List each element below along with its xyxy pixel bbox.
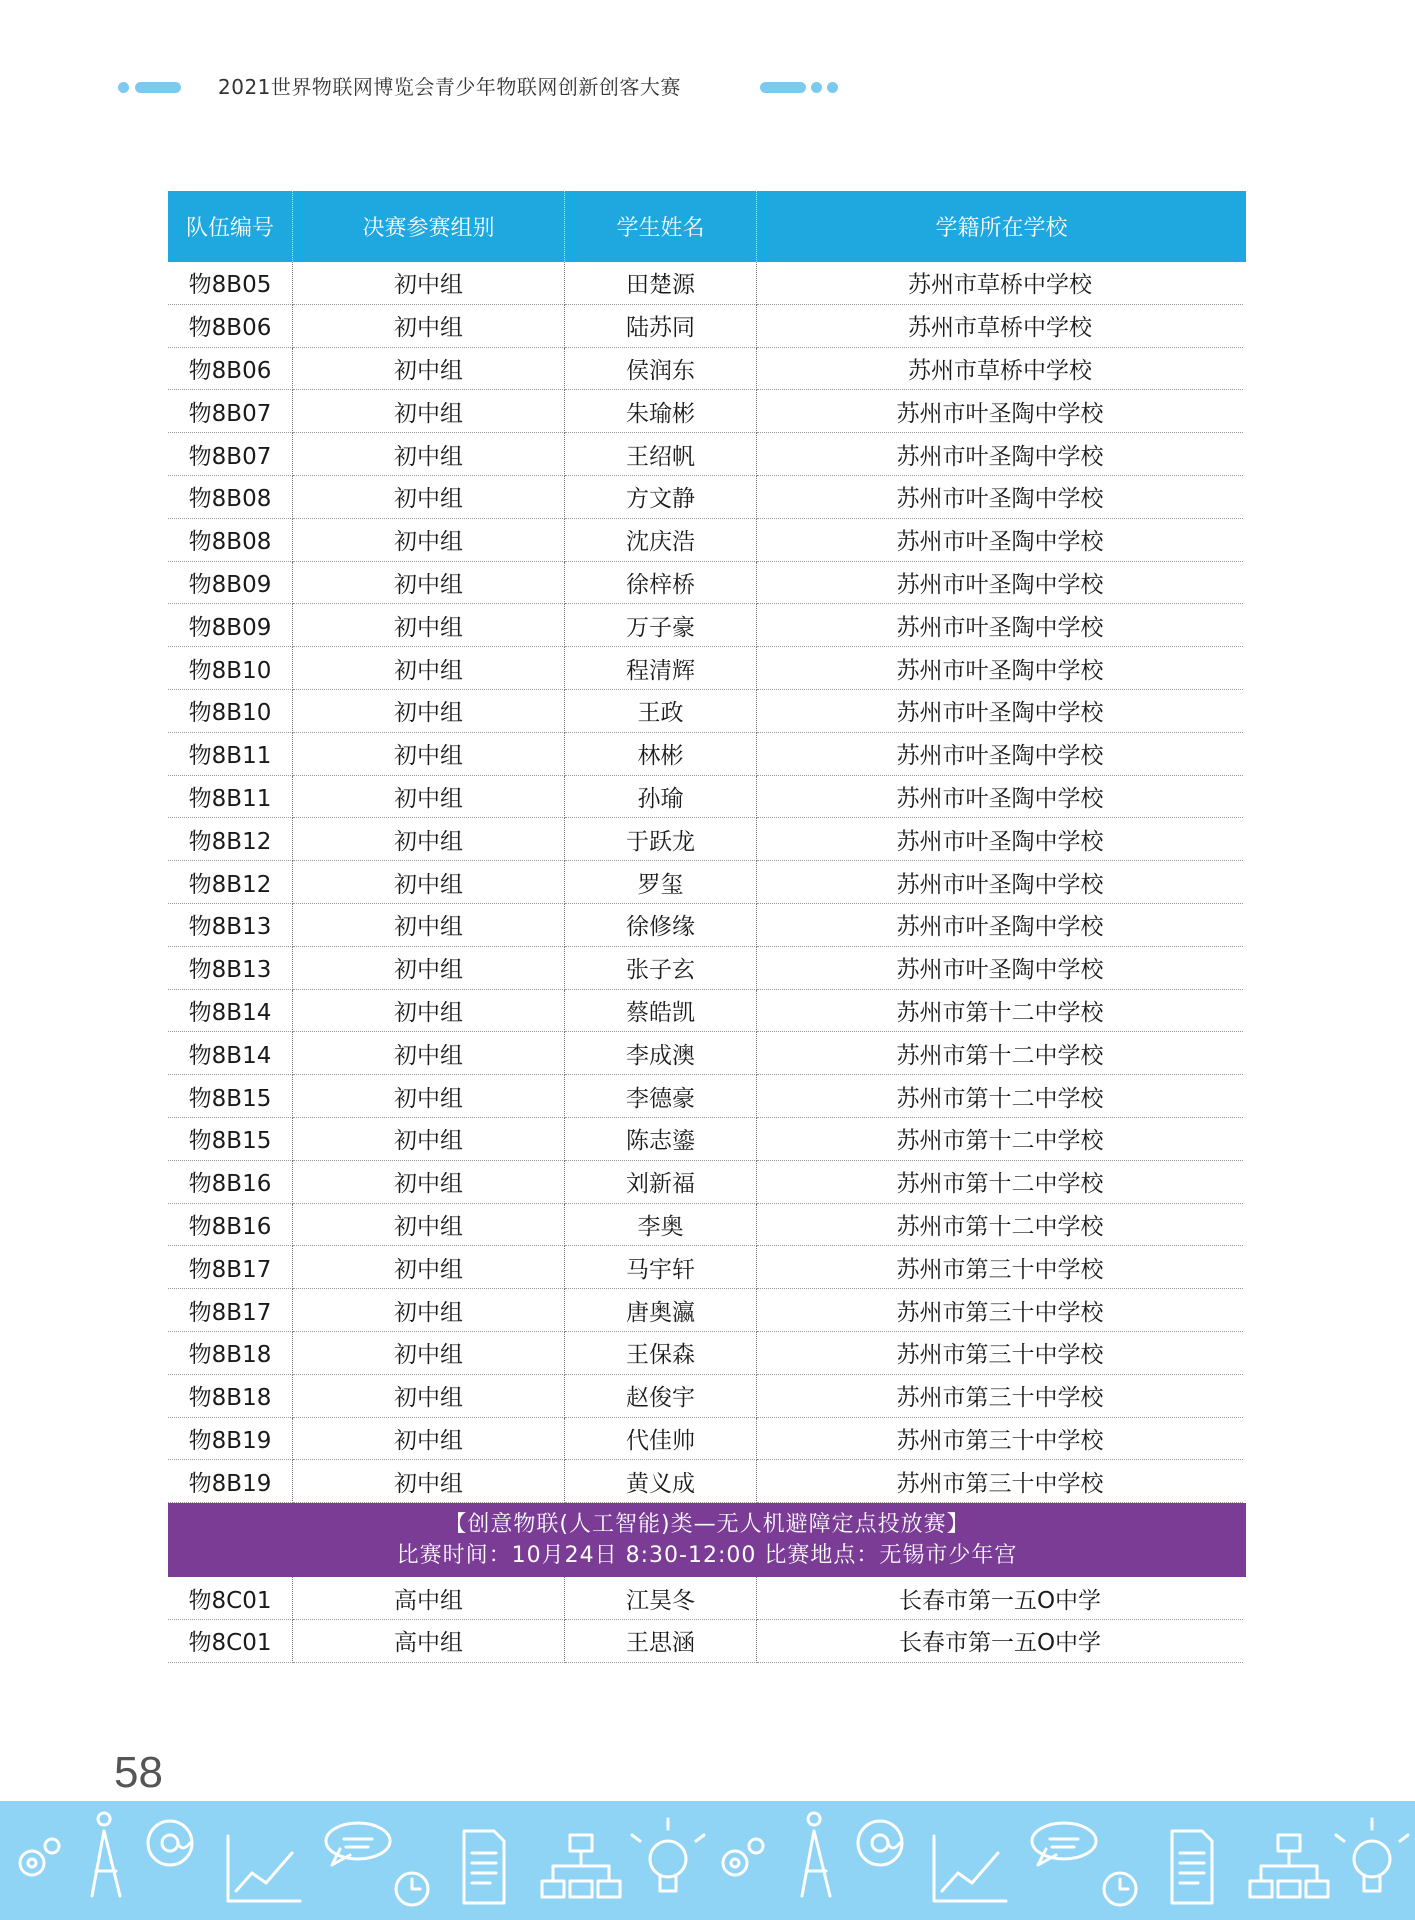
school-cell: 苏州市叶圣陶中学校: [757, 519, 1243, 562]
flowchart-icon: [542, 1835, 620, 1897]
school-cell: 苏州市第三十中学校: [757, 1460, 1243, 1503]
student-name-cell: 李成澳: [565, 1032, 757, 1075]
header-dot: [118, 82, 129, 93]
header-pill: [760, 82, 806, 93]
group-cell: 初中组: [293, 348, 565, 391]
group-cell: 初中组: [293, 1161, 565, 1204]
group-cell: 初中组: [293, 776, 565, 819]
lightbulb-icon: [1336, 1819, 1408, 1891]
team-id-cell: 物8B09: [168, 604, 293, 647]
participants-table: [168, 191, 1246, 1663]
lightbulb-icon: [632, 1819, 704, 1891]
speech-bubble-icon: [326, 1823, 390, 1865]
group-cell: 初中组: [293, 861, 565, 904]
table-row: [168, 262, 1246, 305]
table-row: [168, 562, 1246, 605]
school-cell: 苏州市叶圣陶中学校: [757, 647, 1243, 690]
team-id-cell: 物8B10: [168, 690, 293, 733]
team-id-cell: 物8B05: [168, 262, 293, 305]
flowchart-icon: [1250, 1835, 1328, 1897]
banner-title: 【创意物联(人工智能)类—无人机避障定点投放赛】: [444, 1512, 970, 1538]
table-row: [168, 733, 1246, 776]
table-row: [168, 904, 1246, 947]
group-cell: 初中组: [293, 1204, 565, 1247]
team-id-cell: 物8B13: [168, 904, 293, 947]
school-cell: 苏州市第三十中学校: [757, 1289, 1243, 1332]
school-cell: 苏州市第十二中学校: [757, 1118, 1243, 1161]
group-cell: 初中组: [293, 562, 565, 605]
document-icon: [1172, 1831, 1212, 1903]
school-cell: 苏州市叶圣陶中学校: [757, 733, 1243, 776]
team-id-cell: 物8B12: [168, 861, 293, 904]
table-row: [168, 305, 1246, 348]
team-id-cell: 物8B08: [168, 519, 293, 562]
group-cell: 初中组: [293, 1332, 565, 1375]
student-name-cell: 孙瑜: [565, 776, 757, 819]
column-header-school: 学籍所在学校: [935, 216, 1068, 241]
document-icon: [464, 1831, 504, 1903]
student-name-cell: 方文静: [565, 476, 757, 519]
school-cell: 苏州市叶圣陶中学校: [757, 562, 1243, 605]
table-row: [168, 1332, 1246, 1375]
header-dot: [827, 82, 838, 93]
school-cell: 苏州市第十二中学校: [757, 990, 1243, 1033]
section-banner: [168, 1503, 1246, 1577]
gear-icon: [20, 1839, 59, 1875]
student-name-cell: 于跃龙: [565, 818, 757, 861]
group-cell: 初中组: [293, 1460, 565, 1503]
student-name-cell: 李德豪: [565, 1075, 757, 1118]
table-row: [168, 1161, 1246, 1204]
student-name-cell: 代佳帅: [565, 1418, 757, 1461]
student-name-cell: 侯润东: [565, 348, 757, 391]
student-name-cell: 王保森: [565, 1332, 757, 1375]
table-body-secondary: [168, 1577, 1246, 1663]
school-cell: 苏州市草桥中学校: [757, 348, 1243, 391]
school-cell: 苏州市叶圣陶中学校: [757, 861, 1243, 904]
team-id-cell: 物8B10: [168, 647, 293, 690]
student-name-cell: 陈志鎏: [565, 1118, 757, 1161]
group-cell: 初中组: [293, 476, 565, 519]
compass-icon: [92, 1813, 120, 1896]
student-name-cell: 李奥: [565, 1204, 757, 1247]
student-name-cell: 万子豪: [565, 604, 757, 647]
team-id-cell: 物8B09: [168, 562, 293, 605]
school-cell: 苏州市第十二中学校: [757, 1032, 1243, 1075]
student-name-cell: 马宇轩: [565, 1246, 757, 1289]
group-cell: 初中组: [293, 1418, 565, 1461]
group-cell: 初中组: [293, 990, 565, 1033]
group-cell: 初中组: [293, 433, 565, 476]
student-name-cell: 朱瑜彬: [565, 390, 757, 433]
student-name-cell: 刘新福: [565, 1161, 757, 1204]
table-row: [168, 776, 1246, 819]
table-row: [168, 1620, 1246, 1663]
student-name-cell: 江昊冬: [565, 1577, 757, 1620]
group-cell: 高中组: [293, 1577, 565, 1620]
school-cell: 苏州市叶圣陶中学校: [757, 904, 1243, 947]
table-row: [168, 861, 1246, 904]
school-cell: 苏州市第三十中学校: [757, 1332, 1243, 1375]
school-cell: 苏州市第三十中学校: [757, 1418, 1243, 1461]
student-name-cell: 王绍帆: [565, 433, 757, 476]
table-row: [168, 476, 1246, 519]
footer-band: [0, 1801, 1415, 1920]
team-id-cell: 物8B06: [168, 348, 293, 391]
student-name-cell: 张子玄: [565, 947, 757, 990]
team-id-cell: 物8B19: [168, 1418, 293, 1461]
team-id-cell: 物8B18: [168, 1375, 293, 1418]
table-row: [168, 1075, 1246, 1118]
table-row: [168, 990, 1246, 1033]
student-name-cell: 唐奥瀛: [565, 1289, 757, 1332]
at-sign-icon: [858, 1821, 902, 1865]
school-cell: 苏州市第十二中学校: [757, 1075, 1243, 1118]
group-cell: 初中组: [293, 690, 565, 733]
group-cell: 初中组: [293, 1375, 565, 1418]
column-header-group: 决赛参赛组别: [293, 191, 565, 262]
column-header-team-id: 队伍编号: [168, 191, 293, 262]
chart-line-icon: [934, 1836, 1006, 1901]
school-cell: 苏州市叶圣陶中学校: [757, 818, 1243, 861]
group-cell: 初中组: [293, 733, 565, 776]
clock-icon: [1104, 1873, 1136, 1905]
group-cell: 高中组: [293, 1620, 565, 1663]
group-cell: 初中组: [293, 947, 565, 990]
group-cell: 初中组: [293, 818, 565, 861]
team-id-cell: 物8B19: [168, 1460, 293, 1503]
team-id-cell: 物8B14: [168, 1032, 293, 1075]
student-name-cell: 徐修缘: [565, 904, 757, 947]
table-row: [168, 1032, 1246, 1075]
table-row: [168, 1204, 1246, 1247]
student-name-cell: 罗玺: [565, 861, 757, 904]
group-cell: 初中组: [293, 604, 565, 647]
team-id-cell: 物8B11: [168, 776, 293, 819]
clock-icon: [396, 1873, 428, 1905]
school-cell: 苏州市叶圣陶中学校: [757, 690, 1243, 733]
table-row: [168, 390, 1246, 433]
team-id-cell: 物8B07: [168, 433, 293, 476]
gear-icon: [723, 1839, 763, 1875]
group-cell: 初中组: [293, 1032, 565, 1075]
table-row: [168, 947, 1246, 990]
team-id-cell: 物8C01: [168, 1577, 293, 1620]
student-name-cell: 王政: [565, 690, 757, 733]
school-cell: 苏州市叶圣陶中学校: [757, 604, 1243, 647]
team-id-cell: 物8B16: [168, 1161, 293, 1204]
column-header-student-name: 学生姓名: [565, 191, 757, 262]
table-row: [168, 604, 1246, 647]
table-row: [168, 1118, 1246, 1161]
group-cell: 初中组: [293, 1246, 565, 1289]
table-row: [168, 1289, 1246, 1332]
group-cell: 初中组: [293, 519, 565, 562]
school-cell: 苏州市第三十中学校: [757, 1375, 1243, 1418]
team-id-cell: 物8B13: [168, 947, 293, 990]
table-row: [168, 818, 1246, 861]
team-id-cell: 物8B16: [168, 1204, 293, 1247]
team-id-cell: 物8C01: [168, 1620, 293, 1663]
school-cell: 苏州市草桥中学校: [757, 305, 1243, 348]
student-name-cell: 赵俊宇: [565, 1375, 757, 1418]
school-cell: 苏州市叶圣陶中学校: [757, 433, 1243, 476]
group-cell: 初中组: [293, 1289, 565, 1332]
chart-line-icon: [228, 1836, 300, 1901]
page-header: [0, 72, 1415, 102]
group-cell: 初中组: [293, 305, 565, 348]
group-cell: 初中组: [293, 904, 565, 947]
school-cell: 苏州市叶圣陶中学校: [757, 476, 1243, 519]
group-cell: 初中组: [293, 1118, 565, 1161]
table-row: [168, 1460, 1246, 1503]
table-row: [168, 348, 1246, 391]
team-id-cell: 物8B18: [168, 1332, 293, 1375]
table-body-primary: [168, 262, 1246, 1503]
team-id-cell: 物8B07: [168, 390, 293, 433]
team-id-cell: 物8B12: [168, 818, 293, 861]
student-name-cell: 林彬: [565, 733, 757, 776]
speech-bubble-icon: [1032, 1823, 1096, 1865]
group-cell: 初中组: [293, 390, 565, 433]
table-row: [168, 519, 1246, 562]
school-cell: 苏州市叶圣陶中学校: [757, 947, 1243, 990]
school-cell: 苏州市叶圣陶中学校: [757, 390, 1243, 433]
table-row: [168, 433, 1246, 476]
page-number: 58: [114, 1748, 163, 1797]
school-cell: 苏州市叶圣陶中学校: [757, 776, 1243, 819]
student-name-cell: 王思涵: [565, 1620, 757, 1663]
school-cell: 长春市第一五O中学: [757, 1577, 1243, 1620]
team-id-cell: 物8B17: [168, 1289, 293, 1332]
table-row: [168, 1246, 1246, 1289]
school-cell: 长春市第一五O中学: [757, 1620, 1243, 1663]
header-title: 2021世界物联网博览会青少年物联网创新创客大赛: [218, 75, 681, 99]
team-id-cell: 物8B06: [168, 305, 293, 348]
student-name-cell: 田楚源: [565, 262, 757, 305]
student-name-cell: 黄义成: [565, 1460, 757, 1503]
at-sign-icon: [148, 1821, 192, 1865]
header-dot: [811, 82, 822, 93]
table-row: [168, 1418, 1246, 1461]
team-id-cell: 物8B17: [168, 1246, 293, 1289]
student-name-cell: 陆苏同: [565, 305, 757, 348]
group-cell: 初中组: [293, 262, 565, 305]
compass-icon: [802, 1813, 830, 1896]
team-id-cell: 物8B11: [168, 733, 293, 776]
table-row: [168, 690, 1246, 733]
team-id-cell: 物8B15: [168, 1075, 293, 1118]
table-row: [168, 1375, 1246, 1418]
header-pill: [135, 82, 181, 93]
table-header: [168, 191, 1246, 262]
school-cell: 苏州市第十二中学校: [757, 1161, 1243, 1204]
table-row: [168, 647, 1246, 690]
group-cell: 初中组: [293, 1075, 565, 1118]
student-name-cell: 沈庆浩: [565, 519, 757, 562]
student-name-cell: 程清辉: [565, 647, 757, 690]
student-name-cell: 徐梓桥: [565, 562, 757, 605]
student-name-cell: 蔡皓凯: [565, 990, 757, 1033]
team-id-cell: 物8B15: [168, 1118, 293, 1161]
team-id-cell: 物8B14: [168, 990, 293, 1033]
school-cell: 苏州市第三十中学校: [757, 1246, 1243, 1289]
team-id-cell: 物8B08: [168, 476, 293, 519]
table-row: [168, 1577, 1246, 1620]
group-cell: 初中组: [293, 647, 565, 690]
school-cell: 苏州市第十二中学校: [757, 1204, 1243, 1247]
school-cell: 苏州市草桥中学校: [757, 262, 1243, 305]
banner-details: 比赛时间：10月24日 8:30-12:00 比赛地点：无锡市少年宫: [396, 1543, 1018, 1569]
